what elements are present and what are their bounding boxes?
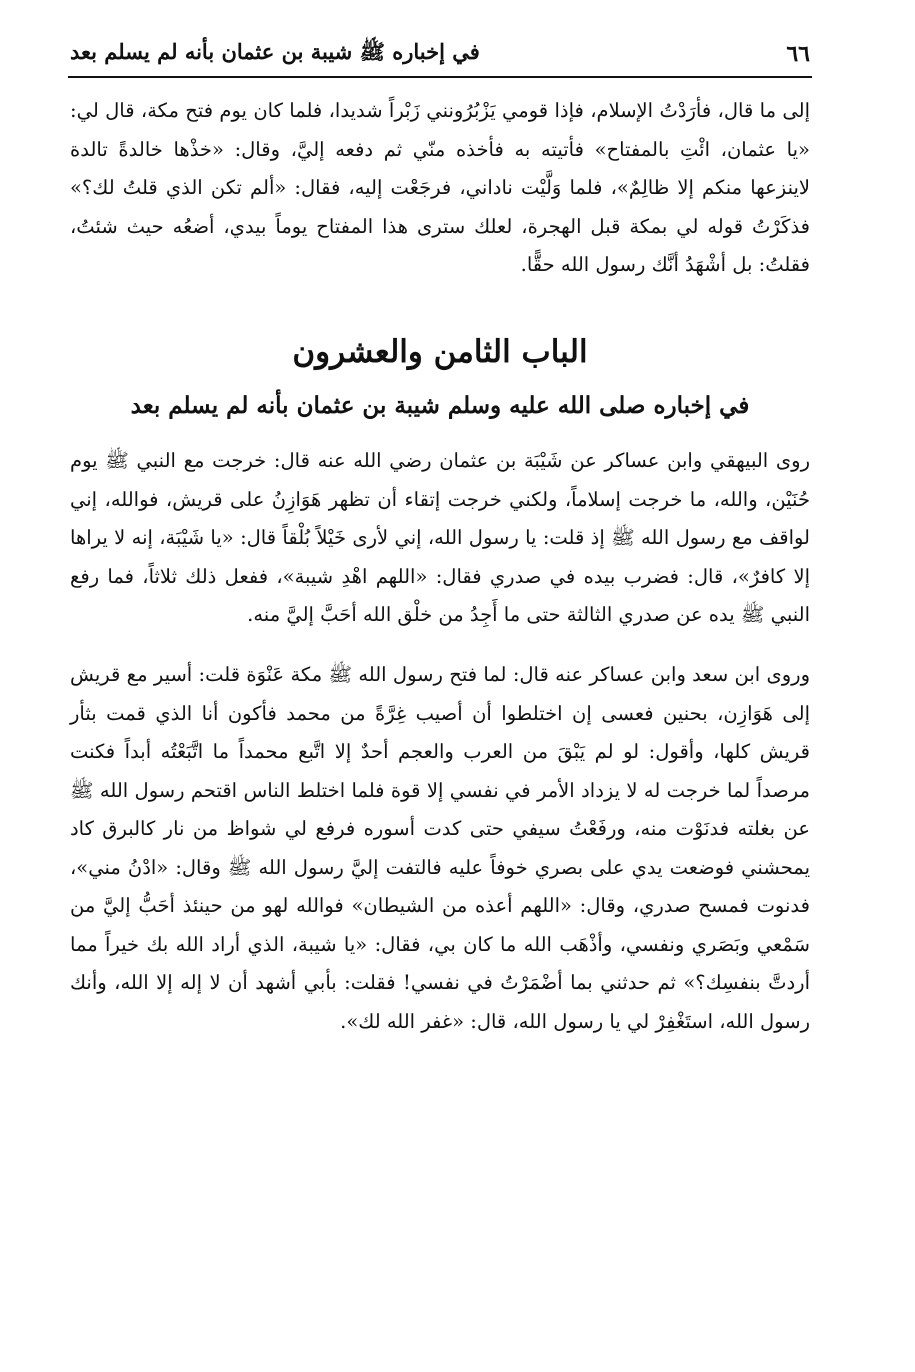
chapter-title: الباب الثامن والعشرون — [292, 334, 588, 370]
running-header — [70, 34, 810, 74]
continuation-text-block — [70, 92, 810, 285]
chapter-subtitle: في إخباره صلى الله عليه وسلم شيبة بن عثمان بأنه لم يسلم بعد — [130, 392, 750, 419]
second-narration-paragraph: وروى ابن سعد وابن عساكر عنه قال: لما فتح رسول الله ﷺ مكة عَنْوَة قلت: أسير مع قريش إلى هَوَازِن، بحنين فعسى إن اختلطوا أن أصيب غِرَّةً من محمد فأكون أنا الذي قمت بثأر قريش كلها، وأقول: لو لم يَبْقَ من العرب والعجم أحدٌ إلا اتَّبع محمداً ما اتَّبَعْتُه أبداً فكنت مرصداً لما خرجت له لا يزداد الأمر في نفسي إلا قوة فلما اختلط الناس اقتحم رسول الله ﷺ عن بغلته فدنَوْت منه، ورفَعْتُ سيفي حتى كدت أسوره فرفع لي شواظ من نار كالبرق كاد يمحشني فوضعت يدي على بصري خوفاً عليه فالتفت إليَّ رسول الله ﷺ وقال: «ادْنُ مني»، فدنوت فمسح صدري، وقال: «اللهم أعذه من الشيطان» فوالله لهو من حينئذ أحَبُّ إليَّ من سَمْعي وبَصَري ونفسي، وأذْهَب الله ما كان بي، فقال: «يا شيبة، الذي أراد الله بك خيراً مما أردتَّ بنفسِك؟» ثم حدثني بما أضْمَرْتُ في نفسي! فقلت: بأبي أشهد أن لا إله إلا الله، وأنك رسول الله، استَغْفِرْ لي يا رسول الله، قال: «غفر الله لك». — [70, 663, 810, 1033]
header-divider — [68, 76, 812, 78]
second-narration-block — [70, 656, 810, 1041]
running-header-title: في إخباره ﷺ شيبة بن عثمان بأنه لم يسلم بعد — [70, 38, 480, 64]
first-narration-paragraph: روى البيهقي وابن عساكر عن شَيْبَة بن عثمان رضي الله عنه قال: خرجت مع النبي ﷺ يوم حُنَيْن، والله، ما خرجت إسلاماً، ولكني خرجت إتقاء أن تظهر هَوَازِنُ على قريش، فوالله، إني لواقف مع رسول الله ﷺ إذ قلت: يا رسول الله، إني لأرى خَيْلاً بُلْقاً قال: «يا شَيْبَة، إنه لا يراها إلا كافرٌ»، قال: فضرب بيده في صدري فقال: «اللهم اهْدِ شيبة»، ففعل ذلك ثلاثاً، فما رفع النبي ﷺ يده عن صدري الثالثة حتى ما أَجِدُ من خلْق الله أحَبَّ إليَّ منه. — [70, 449, 810, 626]
page-number: ٦٦ — [786, 41, 810, 67]
continuation-paragraph: إلى ما قال، فأرَدْتُ الإسلام، فإذا قومي يَزْبُرُونني زَبْراً شديدا، فلما كان يوم فتح مكة، قال لي: «يا عثمان، ائْتِ بالمفتاح» فأتيته به فأخذه منّي ثم دفعه إليَّ، وقال: «خذْها خالدةً تالدة لاينزعها منكم إلا ظالِمٌ»، فلما وَلَّيْت ناداني، فرجَعْت إليه، فقال: «ألم تكن الذي قلتُ لك؟» فذكَرْتُ قوله لي بمكة قبل الهجرة، لعلك سترى هذا المفتاح يوماً بيدي، أضعُه حيث شئتُ، فقلتُ: بل أشْهَدُ أنَّك رسول الله حقًّا. — [70, 99, 810, 276]
first-narration-block — [70, 442, 810, 635]
